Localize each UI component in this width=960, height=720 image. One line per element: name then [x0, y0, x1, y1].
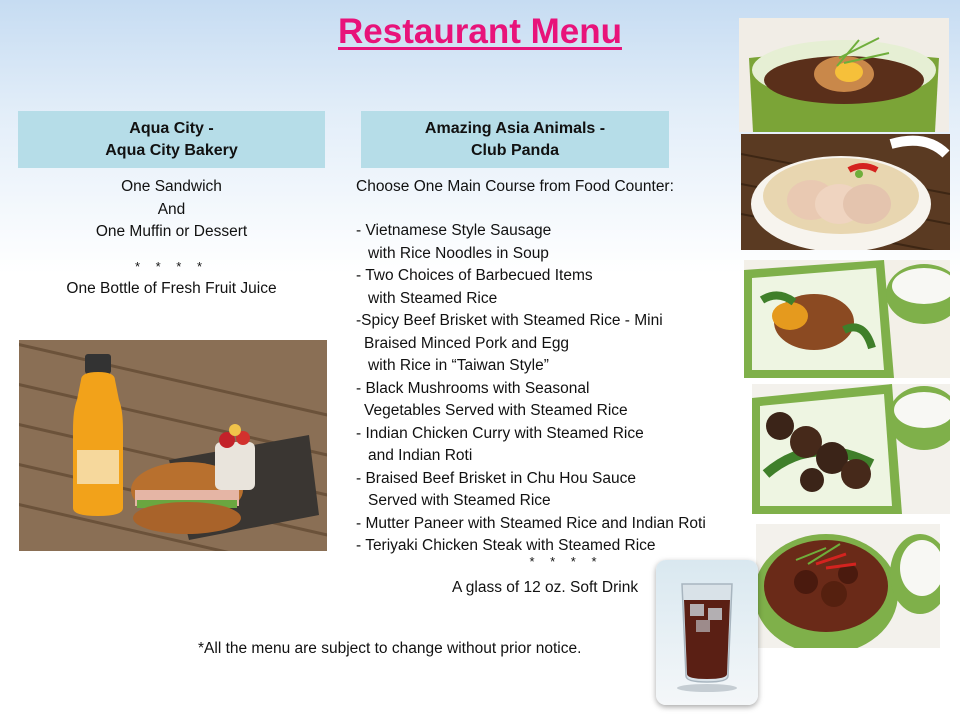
menu-line: Vegetables Served with Steamed Rice [364, 402, 628, 419]
menu-line: with Rice Noodles in Soup [368, 244, 549, 262]
menu-line: - Vietnamese Style Sausage [356, 222, 552, 239]
menu-line: and Indian Roti [368, 447, 473, 464]
menu-item: One Sandwich [121, 178, 222, 195]
menu-line: Braised Minced Pork and Egg [364, 334, 570, 352]
menu-line: -Spicy Beef Brisket with Steamed Rice - Mini [356, 312, 663, 329]
menu-line: - Two Choices of Barbecued Items [356, 267, 593, 284]
menu-line: - Mutter Paneer with Steamed Rice and Indian Roti [356, 514, 706, 532]
menu-item: One Bottle of Fresh Fruit Juice [66, 280, 277, 297]
minced-pork-rice-photo [739, 18, 949, 132]
venue-line-2: Aqua City Bakery [105, 141, 238, 159]
page-title: Restaurant Menu [338, 12, 622, 51]
sausage-noodle-soup-photo [741, 134, 950, 250]
menu-line: - Indian Chicken Curry with Steamed Rice [356, 424, 644, 442]
black-mushroom-vegetables-photo [752, 384, 950, 514]
separator-stars: * * * * [529, 554, 603, 569]
main-course-list [356, 220, 706, 558]
bakery-set-photo [19, 340, 327, 551]
menu-line: - Black Mushrooms with Seasonal [356, 379, 590, 397]
disclaimer-notice: *All the menu are subject to change without prior notice. [198, 640, 582, 657]
menu-item: And [157, 200, 186, 218]
venue-header-aqua-city [18, 111, 325, 168]
menu-line: Served with Steamed Rice [368, 492, 551, 509]
venue-line-2: Club Panda [470, 141, 559, 159]
menu-line: with Rice in “Taiwan Style” [368, 357, 549, 374]
separator-stars: * * * * [134, 258, 209, 274]
beef-brisket-photo [756, 524, 940, 648]
menu-line: with Steamed Rice [368, 289, 498, 307]
soft-drink-item: A glass of 12 oz. Soft Drink [452, 579, 639, 596]
menu-line: - Braised Beef Brisket in Chu Hou Sauce [356, 469, 636, 487]
venue-line-1: Amazing Asia Animals - [424, 119, 606, 137]
main-course-intro: Choose One Main Course from Food Counter: [356, 178, 674, 195]
menu-item: One Muffin or Dessert [95, 223, 248, 240]
venue-line-1: Aqua City - [129, 119, 214, 137]
barbecue-rice-photo [744, 260, 950, 378]
menu-line: - Teriyaki Chicken Steak with Steamed Rice [356, 537, 656, 554]
venue-header-club-panda [361, 111, 669, 168]
bakery-menu [18, 176, 325, 301]
soft-drink-photo [656, 560, 758, 705]
